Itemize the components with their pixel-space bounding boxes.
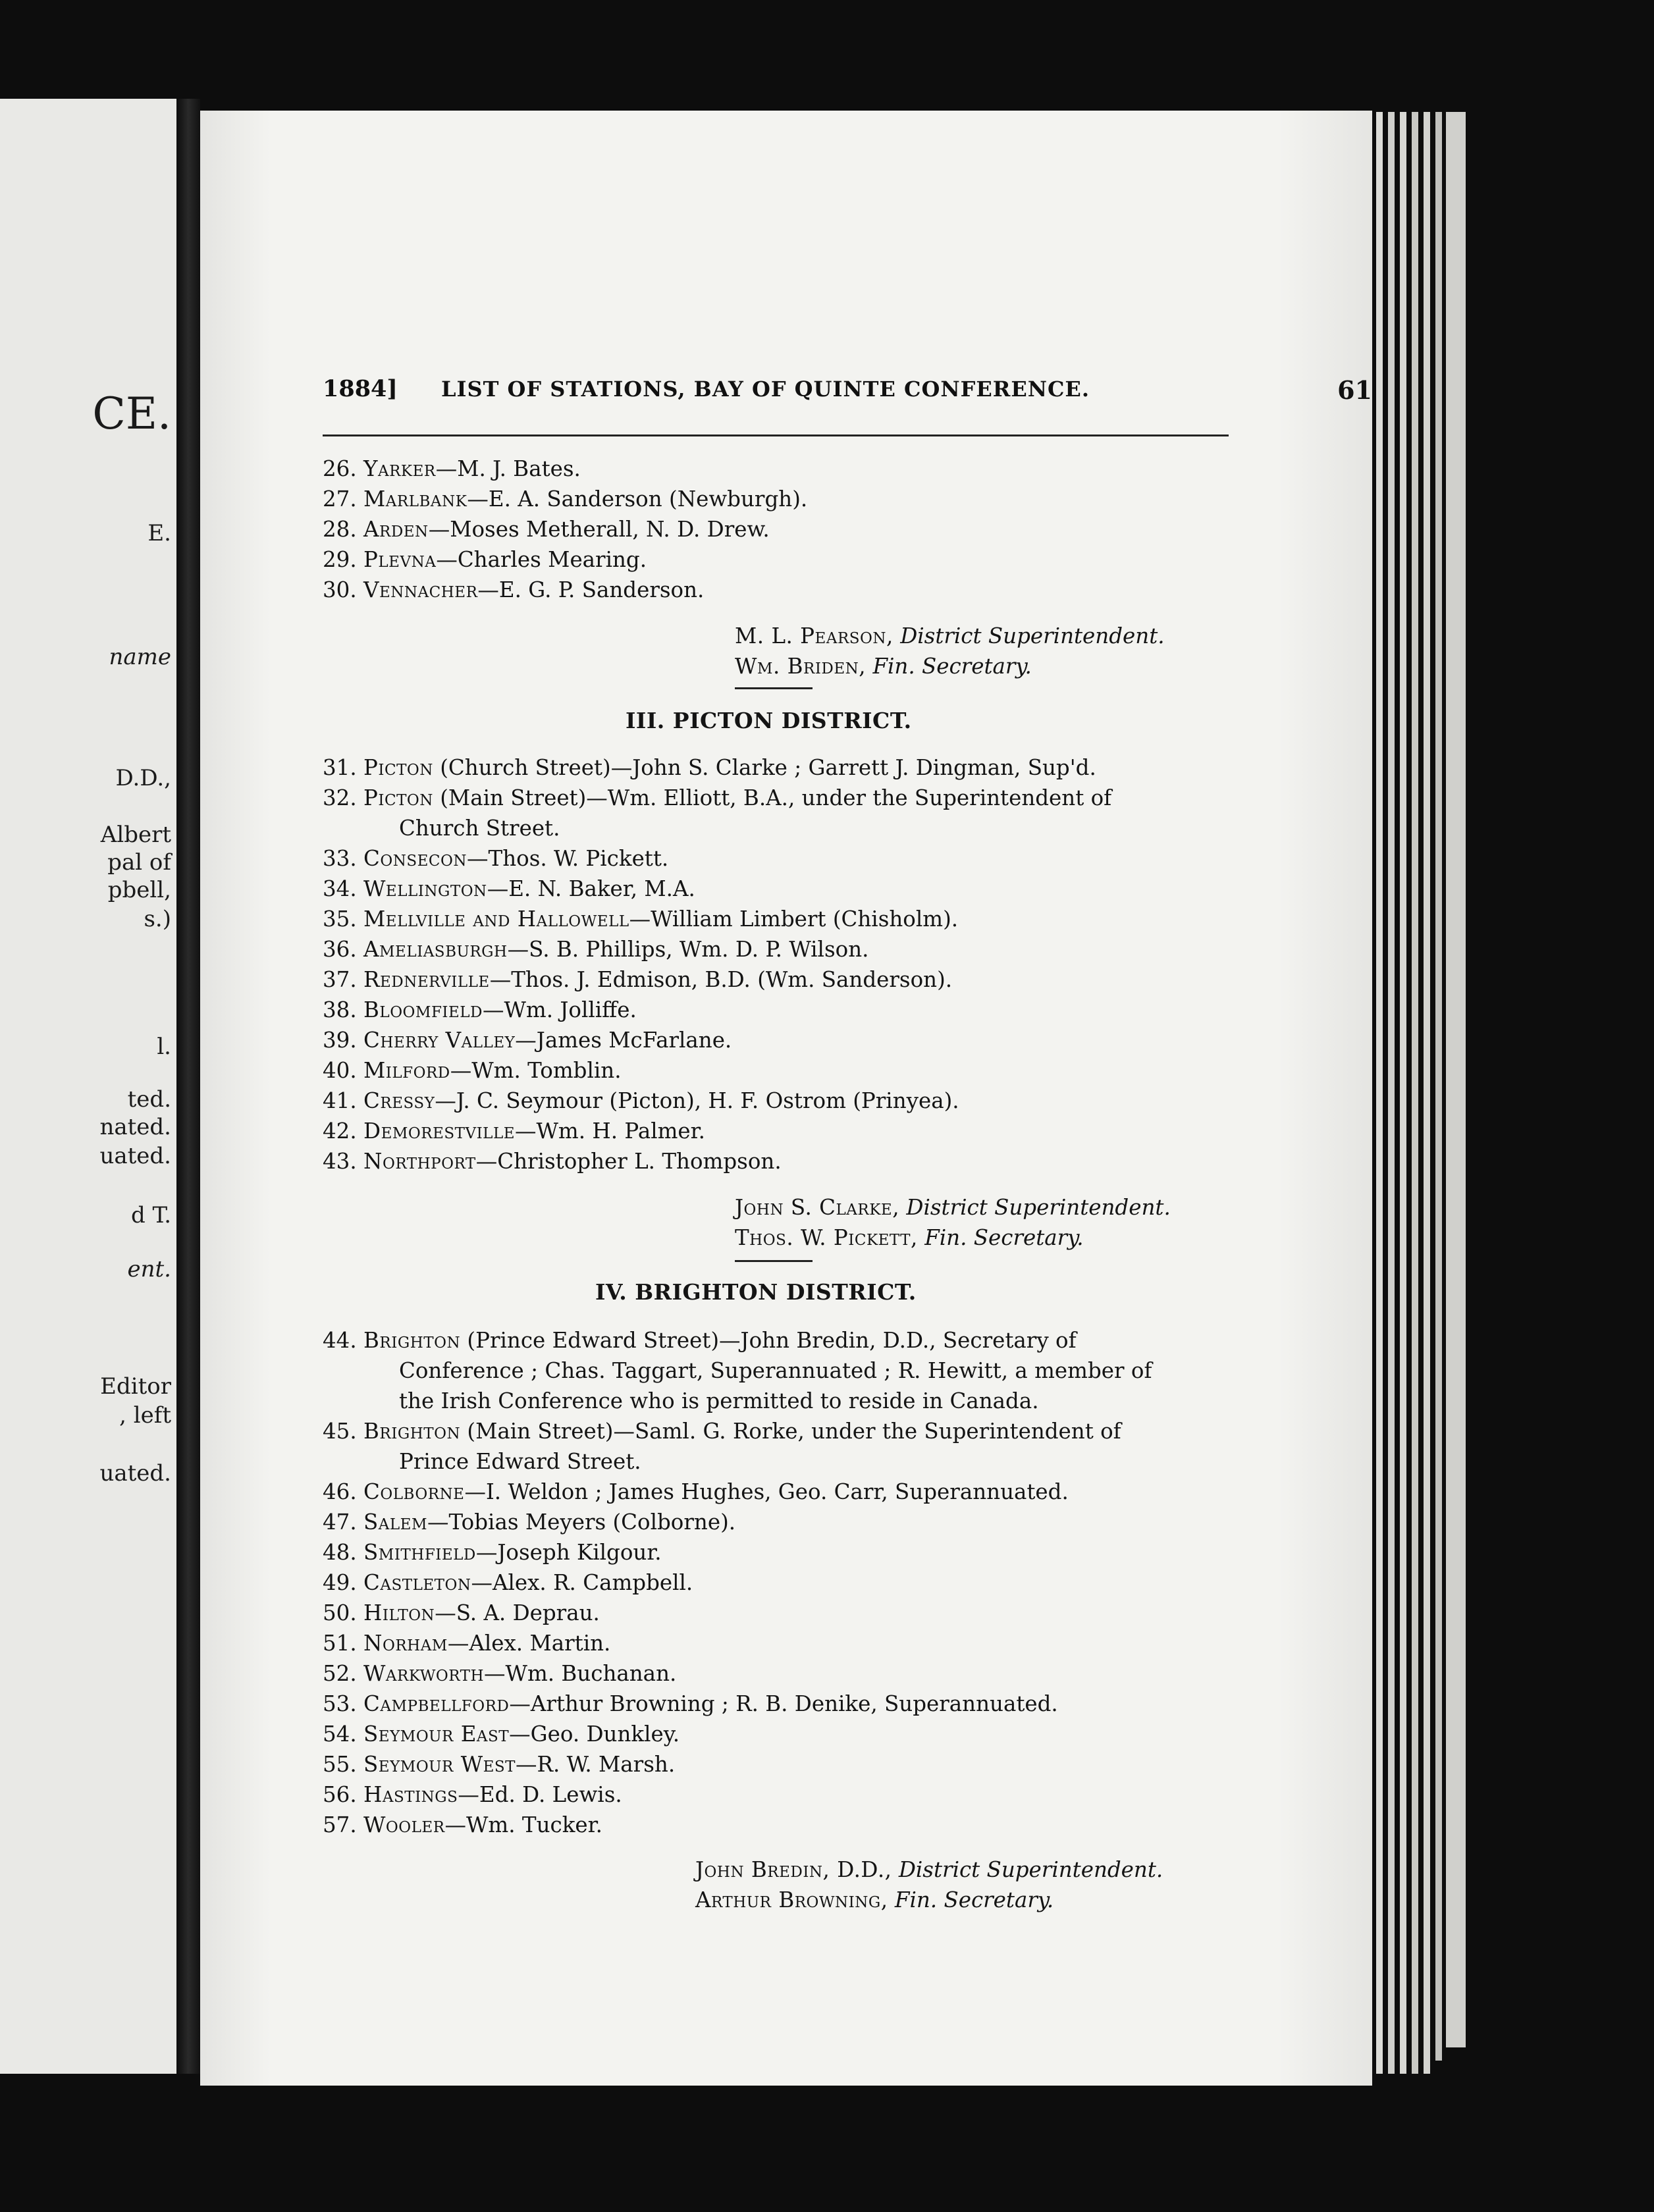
book-gutter <box>176 99 200 2074</box>
list-item: 43. Northport—Christopher L. Thompson. <box>323 1149 782 1174</box>
list-item: 49. Castleton—Alex. R. Campbell. <box>323 1570 693 1595</box>
page-edge <box>1424 112 1430 2074</box>
left-fragment: Albert <box>100 822 171 848</box>
list-item: 53. Campbellford—Arthur Browning ; R. B. Denike, Superannuated. <box>323 1691 1058 1716</box>
list-item: 47. Salem—Tobias Meyers (Colborne). <box>323 1510 736 1535</box>
left-fragment: uated. <box>99 1143 171 1169</box>
header-title: LIST OF STATIONS, BAY OF QUINTE CONFERENCE. <box>441 377 1090 402</box>
list-item: 27. Marlbank—E. A. Sanderson (Newburgh). <box>323 487 808 512</box>
district-heading: IV. BRIGHTON DISTRICT. <box>595 1279 917 1305</box>
page-edge <box>1388 112 1395 2074</box>
list-item: 54. Seymour East—Geo. Dunkley. <box>323 1722 680 1747</box>
left-fragment: pbell, <box>107 877 171 903</box>
list-item: 56. Hastings—Ed. D. Lewis. <box>323 1782 622 1807</box>
left-fragment: s.) <box>144 906 171 932</box>
list-item: 44. Brighton (Prince Edward Street)—John Bredin, D.D., Secretary of <box>323 1328 1077 1353</box>
signature-superintendent: John Bredin, D.D., District Superintendent. <box>695 1857 1163 1882</box>
list-item: 45. Brighton (Main Street)—Saml. G. Rorke, under the Superintendent of <box>323 1419 1121 1444</box>
left-fragment: d T. <box>130 1202 171 1228</box>
list-item: 28. Arden—Moses Metherall, N. D. Drew. <box>323 517 770 542</box>
list-item: 55. Seymour West—R. W. Marsh. <box>323 1752 676 1777</box>
list-item: 42. Demorestville—Wm. H. Palmer. <box>323 1119 705 1144</box>
left-fragment: nated. <box>99 1114 171 1140</box>
left-fragment: ent. <box>127 1256 171 1282</box>
page-edge <box>1446 112 1466 2047</box>
list-item: 34. Wellington—E. N. Baker, M.A. <box>323 876 695 901</box>
list-item: 50. Hilton—S. A. Deprau. <box>323 1600 600 1625</box>
left-fragment: D.D., <box>115 765 171 791</box>
left-fragment: ted. <box>127 1086 171 1113</box>
page-edge <box>1412 112 1418 2074</box>
page-edge <box>1400 112 1406 2074</box>
page-edge <box>1435 112 1442 2061</box>
header-rule <box>323 434 1229 436</box>
page-number: 61 <box>1337 375 1372 405</box>
left-fragment: E. <box>147 520 171 546</box>
list-item-continuation: Prince Edward Street. <box>399 1449 641 1474</box>
section-rule <box>735 687 813 689</box>
list-item: 39. Cherry Valley—James McFarlane. <box>323 1028 732 1053</box>
main-page <box>200 111 1372 2086</box>
left-fragment: uated. <box>99 1460 171 1487</box>
signature-superintendent: M. L. Pearson, District Superintendent. <box>735 623 1165 648</box>
list-item: 30. Vennacher—E. G. P. Sanderson. <box>323 577 705 602</box>
list-item: 48. Smithfield—Joseph Kilgour. <box>323 1540 662 1565</box>
district-heading: III. PICTON DISTRICT. <box>626 708 912 733</box>
list-item: 33. Consecon—Thos. W. Pickett. <box>323 846 669 871</box>
list-item-continuation: Conference ; Chas. Taggart, Superannuated ; R. Hewitt, a member of <box>399 1358 1152 1383</box>
left-fragment: , left <box>119 1402 171 1429</box>
list-item: 46. Colborne—I. Weldon ; James Hughes, Geo. Carr, Superannuated. <box>323 1479 1069 1504</box>
left-facing-page <box>0 99 176 2074</box>
list-item: 32. Picton (Main Street)—Wm. Elliott, B.A., under the Superintendent of <box>323 785 1112 810</box>
list-item: 29. Plevna—Charles Mearing. <box>323 547 647 572</box>
list-item: 37. Rednerville—Thos. J. Edmison, B.D. (Wm. Sanderson). <box>323 967 953 992</box>
running-header <box>323 375 1372 415</box>
list-item: 52. Warkworth—Wm. Buchanan. <box>323 1661 677 1686</box>
list-item: 41. Cressy—J. C. Seymour (Picton), H. F. Ostrom (Prinyea). <box>323 1088 959 1113</box>
signature-secretary: Thos. W. Pickett, Fin. Secretary. <box>735 1225 1084 1250</box>
list-item: 31. Picton (Church Street)—John S. Clarke ; Garrett J. Dingman, Sup'd. <box>323 755 1096 780</box>
header-year: 1884] <box>323 375 398 402</box>
list-item-continuation: Church Street. <box>399 816 560 841</box>
left-fragment: l. <box>157 1034 171 1060</box>
list-item: 38. Bloomfield—Wm. Jolliffe. <box>323 997 637 1022</box>
signature-secretary: Wm. Briden, Fin. Secretary. <box>735 654 1032 679</box>
left-fragment: name <box>109 644 171 670</box>
list-item: 26. Yarker—M. J. Bates. <box>323 456 581 481</box>
list-item: 36. Ameliasburgh—S. B. Phillips, Wm. D. P. Wilson. <box>323 937 869 962</box>
left-fragment: CE. <box>92 388 171 439</box>
list-item: 35. Mellville and Hallowell—William Limbert (Chisholm). <box>323 907 959 932</box>
section-rule <box>735 1260 813 1262</box>
signature-superintendent: John S. Clarke, District Superintendent. <box>735 1195 1171 1220</box>
page-edge <box>1376 112 1383 2074</box>
left-fragment: pal of <box>107 849 171 876</box>
left-fragment: Editor <box>100 1373 171 1400</box>
list-item: 40. Milford—Wm. Tomblin. <box>323 1058 622 1083</box>
signature-secretary: Arthur Browning, Fin. Secretary. <box>695 1887 1054 1912</box>
list-item-continuation: the Irish Conference who is permitted to reside in Canada. <box>399 1388 1039 1413</box>
list-item: 57. Wooler—Wm. Tucker. <box>323 1812 602 1837</box>
list-item: 51. Norham—Alex. Martin. <box>323 1631 611 1656</box>
